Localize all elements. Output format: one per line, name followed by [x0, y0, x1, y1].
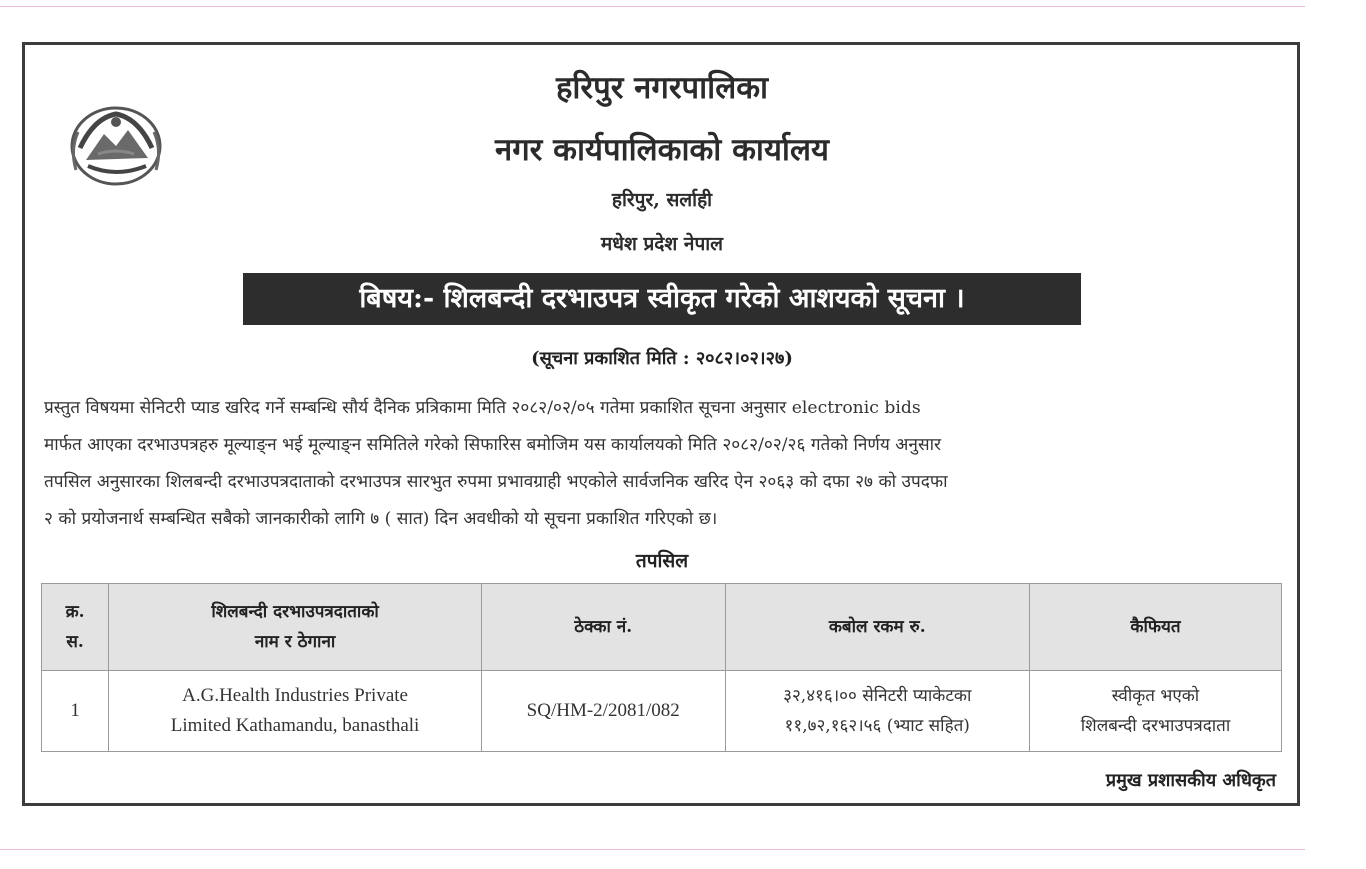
cell-serial: 1	[42, 671, 109, 752]
signature-title: प्रमुख प्रशासकीय अधिकृत	[1105, 770, 1276, 791]
cell-remarks: स्वीकृत भएको शिलबन्दी दरभाउपत्रदाता	[1029, 671, 1281, 752]
table-row	[42, 671, 1282, 752]
cell-bidder: A.G.Health Industries Private Limited Kathamandu, banasthali	[109, 671, 482, 752]
table-header-row	[42, 584, 1282, 671]
notice-body	[44, 390, 1284, 538]
bottom-rule	[0, 849, 1305, 850]
cell-contract-no: SQ/HM-2/2081/082	[481, 671, 725, 752]
address-line: हरिपुर, सर्लाही	[611, 189, 713, 211]
body-line: मार्फत आएका दरभाउपत्रहरु मूल्याङ्न भई मूल्याङ्न समितिले गरेको सिफारिस बमोजिम यस कार्यालयको मिति २०८२/०२/२६ गतेको निर्णय अनुसार	[44, 435, 942, 455]
municipality-title: हरिपुर नगरपालिका	[555, 70, 769, 106]
cell-amount: ३२,४१६।०० सेनिटरी प्याकेटका ११,७२,१६२।५६ (भ्याट सहित)	[725, 671, 1029, 752]
header-bidder: शिलबन्दी दरभाउपत्रदाताको नाम र ठेगाना	[109, 584, 482, 671]
body-line: तपसिल अनुसारका शिलबन्दी दरभाउपत्रदाताको दरभाउपत्र सारभुत रुपमा प्रभावग्राही भएकोले सार्वजनिक खरिद ऐन २०६३ को दफा २७ को उपदफा	[44, 472, 948, 492]
header-remarks: कैफियत	[1029, 584, 1281, 671]
details-heading: तपसिल	[635, 550, 689, 572]
bid-table	[41, 583, 1282, 752]
subject-banner: बिषय:- शिलबन्दी दरभाउपत्र स्वीकृत गरेको आशयको सूचना ।	[243, 273, 1081, 325]
office-title: नगर कार्यपालिकाको कार्यालय	[495, 132, 829, 168]
header-amount: कबोल रकम रु.	[725, 584, 1029, 671]
province-line: मधेश प्रदेश नेपाल	[600, 233, 724, 255]
body-line: प्रस्तुत विषयमा सेनिटरी प्याड खरिद गर्ने सम्बन्धि सौर्य दैनिक प्रत्रिकामा मिति २०८२/०२/०५ गतेमा प्रकाशित सूचना अनुसार electronic bids	[44, 398, 921, 418]
body-line: २ को प्रयोजनार्थ सम्बन्धित सबैको जानकारीको लागि ७ ( सात) दिन अवधीको यो सूचना प्रकाशित गरिएको छ।	[44, 509, 718, 529]
header-contract-no: ठेक्का नं.	[481, 584, 725, 671]
published-date: (सूचना प्रकाशित मिति : २०८२।०२।२७)	[531, 348, 793, 369]
header-serial: क्र. स.	[42, 584, 109, 671]
top-rule	[0, 6, 1305, 7]
